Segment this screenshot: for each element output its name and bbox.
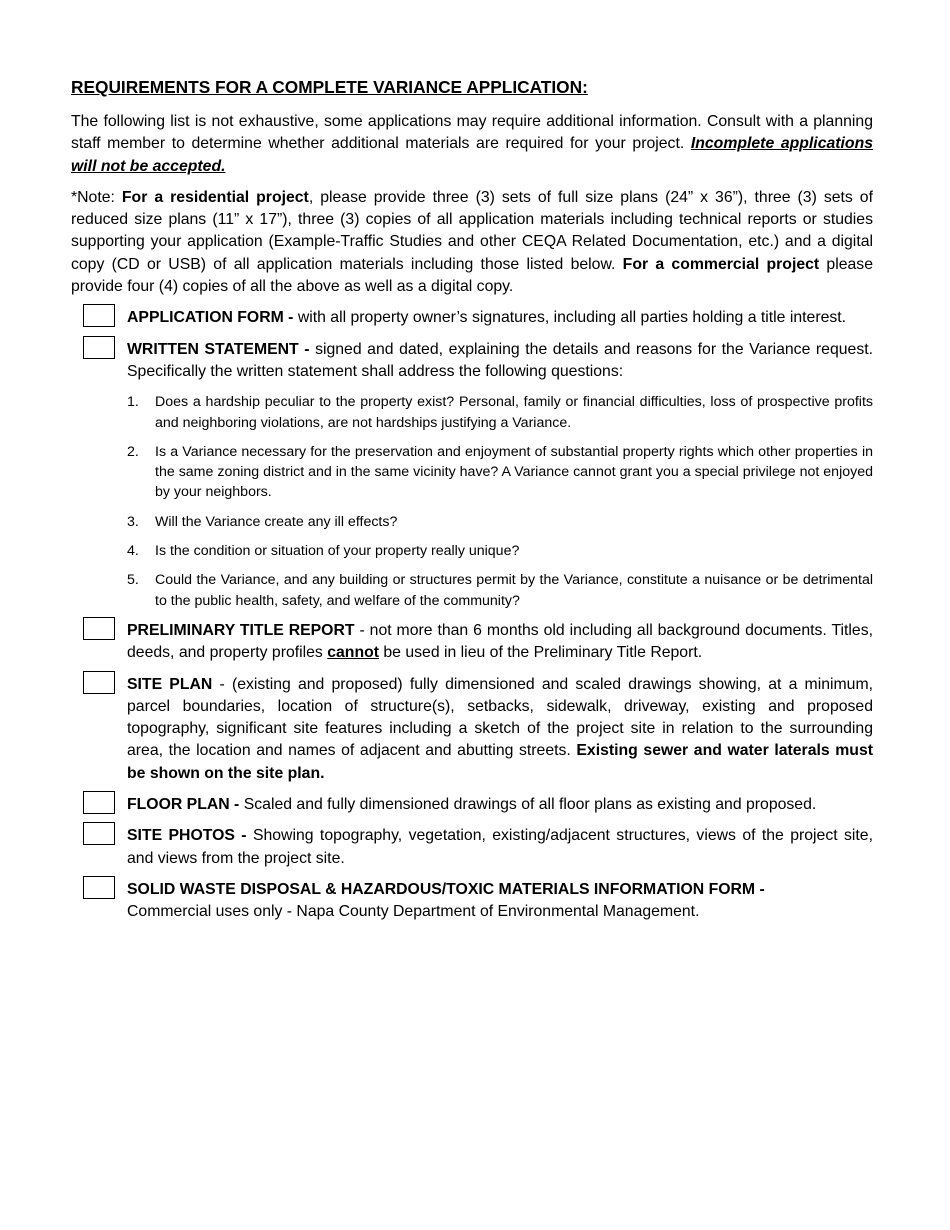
- intro-paragraph: [71, 111, 873, 178]
- question-number: 1.: [127, 394, 139, 411]
- item-label: FLOOR PLAN -: [127, 796, 244, 814]
- checklist-item-site-plan: [71, 674, 873, 785]
- item-text: - (existing and proposed) fully dimensioned and scaled drawings showing, at a minimum, parcel boundaries, location of structure(s), setbacks, sidewalk, driveway, existing and proposed topography, significant site features including a sketch of the project site in relation to the surrounding area, the location and names of adjacent and abutting streets.: [127, 675, 873, 760]
- question-text: Could the Variance, and any building or structures permit by the Variance, constitute a nuisance or be detrimental to the public health, safety, and welfare of the community?: [155, 572, 873, 609]
- statement-questions-list: [71, 392, 873, 611]
- item-text: Showing topography, vegetation, existing/adjacent structures, views of the project site, and views from the project site.: [127, 827, 873, 867]
- note-prefix: *Note:: [71, 188, 122, 206]
- question-text: Does a hardship peculiar to the property exist? Personal, family or financial difficulties, loss of prospective profits and neighboring violations, are not hardships justifying a Variance.: [155, 394, 873, 431]
- cannot-emphasis: cannot: [327, 644, 379, 662]
- item-text: Scaled and fully dimensioned drawings of all floor plans as existing and proposed.: [243, 796, 817, 814]
- residential-label: For a residential project: [121, 188, 309, 206]
- item-text: Commercial uses only - Napa County Department of Environmental Management.: [127, 903, 700, 921]
- list-item: [71, 570, 873, 611]
- document-page: [71, 76, 873, 933]
- checklist-item-floor-plan: [71, 794, 873, 816]
- item-label: APPLICATION FORM -: [127, 309, 298, 327]
- list-item: [71, 442, 873, 503]
- list-item: [71, 512, 873, 532]
- item-text: with all property owner’s signatures, including all parties holding a title interest.: [297, 309, 847, 327]
- checklist-item-application-form: [71, 307, 873, 329]
- question-number: 3.: [127, 513, 139, 530]
- checklist-item-solid-waste: [71, 879, 873, 924]
- solid-waste-checkbox[interactable]: [83, 876, 115, 899]
- commercial-label: For a commercial project: [622, 255, 820, 273]
- item-text: - not more than 6 months old including all background documents. Titles, deeds, and property profiles: [127, 621, 873, 662]
- site-plan-checkbox[interactable]: [83, 671, 115, 694]
- site-photos-checkbox[interactable]: [83, 822, 115, 845]
- item-label: SOLID WASTE DISPOSAL & HAZARDOUS/TOXIC MATERIALS INFORMATION FORM -: [127, 880, 765, 898]
- floor-plan-checkbox[interactable]: [83, 791, 115, 814]
- sewer-water-note: Existing sewer and water laterals must be shown on the site plan.: [127, 742, 873, 782]
- note-paragraph: [71, 187, 873, 298]
- item-text: signed and dated, explaining the details and reasons for the Variance request. Specifically the written statement shall address the following questions:: [127, 340, 873, 380]
- commercial-text: please provide four (4) copies of all the above as well as a digital copy.: [71, 255, 873, 296]
- question-text: Is a Variance necessary for the preservation and enjoyment of substantial property rights which other properties in the same zoning district and in the same vicinity have? A Variance cannot grant you a special privilege not enjoyed by your neighbors.: [155, 443, 873, 501]
- title-report-checkbox[interactable]: [83, 617, 115, 640]
- checklist-item-title-report: [71, 620, 873, 665]
- intro-text: The following list is not exhaustive, some applications may require additional information. Consult with a planning staff member to determine whether additional materials are required for your project.: [71, 113, 873, 153]
- item-text-end: be used in lieu of the Preliminary Title Report.: [379, 644, 703, 662]
- item-label: SITE PHOTOS -: [127, 827, 253, 845]
- question-text: Will the Variance create any ill effects?: [155, 513, 398, 530]
- question-number: 2.: [127, 443, 139, 460]
- page-title: REQUIREMENTS FOR A COMPLETE VARIANCE APPLICATION:: [71, 77, 588, 97]
- residential-text: , please provide three (3) sets of full size plans (24” x 36”), three (3) sets of reduced size plans (11” x 17”), three (3) copies of all application materials including technical reports or studies supporting your application (Example-Traffic Studies and other CEQA Related Documentation, etc.) and a digital copy (CD or USB) of all application materials including those listed below.: [71, 188, 873, 273]
- question-number: 5.: [127, 572, 139, 589]
- checklist-item-site-photos: [71, 825, 873, 870]
- list-item: [71, 541, 873, 561]
- checklist-item-written-statement: [71, 339, 873, 384]
- item-label: PRELIMINARY TITLE REPORT: [127, 621, 355, 639]
- application-form-checkbox[interactable]: [83, 304, 115, 327]
- item-label: SITE PLAN: [127, 675, 213, 693]
- item-label: WRITTEN STATEMENT -: [127, 340, 316, 358]
- list-item: [71, 392, 873, 433]
- written-statement-checkbox[interactable]: [83, 336, 115, 359]
- question-number: 4.: [127, 543, 139, 560]
- incomplete-warning: Incomplete applications will not be accepted.: [71, 135, 874, 175]
- question-text: Is the condition or situation of your property really unique?: [155, 543, 520, 560]
